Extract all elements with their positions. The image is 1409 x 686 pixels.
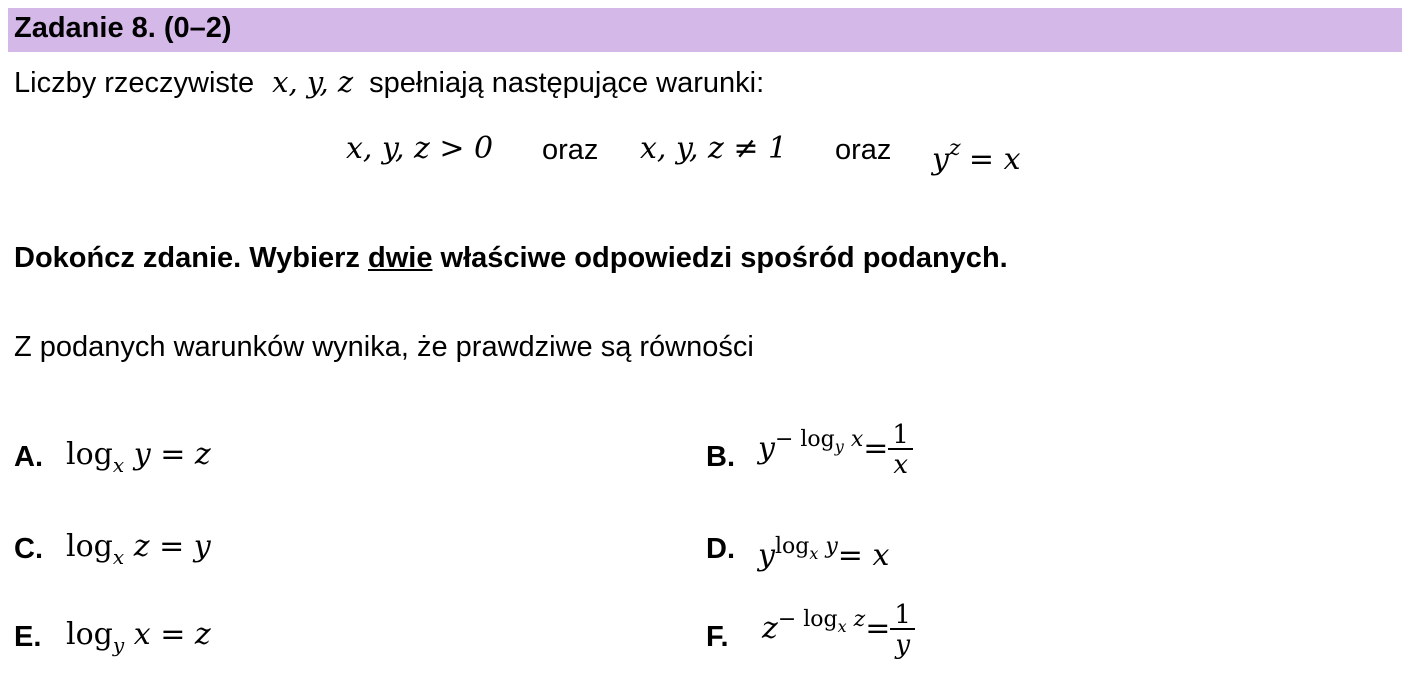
lead-sentence: Z podanych warunków wynika, że prawdziwe są równości (14, 331, 754, 363)
condition-not-one: x, y, z ≠ 1 (640, 131, 788, 166)
task-title: Zadanie 8. (0–2) (14, 12, 232, 44)
condition-power: $y^z = x$ (932, 136, 1021, 177)
intro-sentence (14, 65, 764, 100)
condition-positive: x, y, z > 0 (346, 131, 494, 166)
option-b-expression[interactable]: $y^{- log_y x}=$ $\frac{1}{x}$ (758, 422, 913, 478)
intro-suffix: spełniają następujące warunki: (369, 67, 765, 99)
option-a-expression[interactable]: $\log_x y = z$ (66, 437, 211, 477)
option-d-expression[interactable]: $y^{log_x y}= x$ (758, 534, 890, 573)
option-f-fraction: $\frac{1}{y}$ (890, 602, 915, 658)
option-c-expression[interactable]: $\log_x z = y$ (66, 529, 211, 569)
option-a-letter[interactable]: A. (14, 441, 43, 473)
instruction-emphasis: dwie (367, 242, 433, 274)
option-b-letter[interactable]: B. (706, 441, 735, 473)
condition-and-1: oraz (542, 134, 599, 166)
intro-vars: x, y, z (272, 65, 354, 99)
option-f-letter[interactable]: F. (706, 621, 729, 653)
option-c-letter[interactable]: C. (14, 533, 43, 565)
option-d-letter[interactable]: D. (706, 533, 735, 565)
option-e-expression[interactable]: $\log_y x = z$ (66, 617, 211, 657)
option-b-fraction: $\frac{1}{x}$ (888, 422, 913, 478)
intro-prefix: Liczby rzeczywiste (14, 67, 255, 99)
option-e-letter[interactable]: E. (14, 621, 42, 653)
instruction: Dokończ zdanie. Wybierz dwie właściwe odpowiedzi spośród podanych. (14, 242, 1008, 274)
condition-and-2: oraz (835, 134, 892, 166)
option-f-expression[interactable]: $z^{- log_x z}=$ $\frac{1}{y}$ (762, 602, 915, 658)
